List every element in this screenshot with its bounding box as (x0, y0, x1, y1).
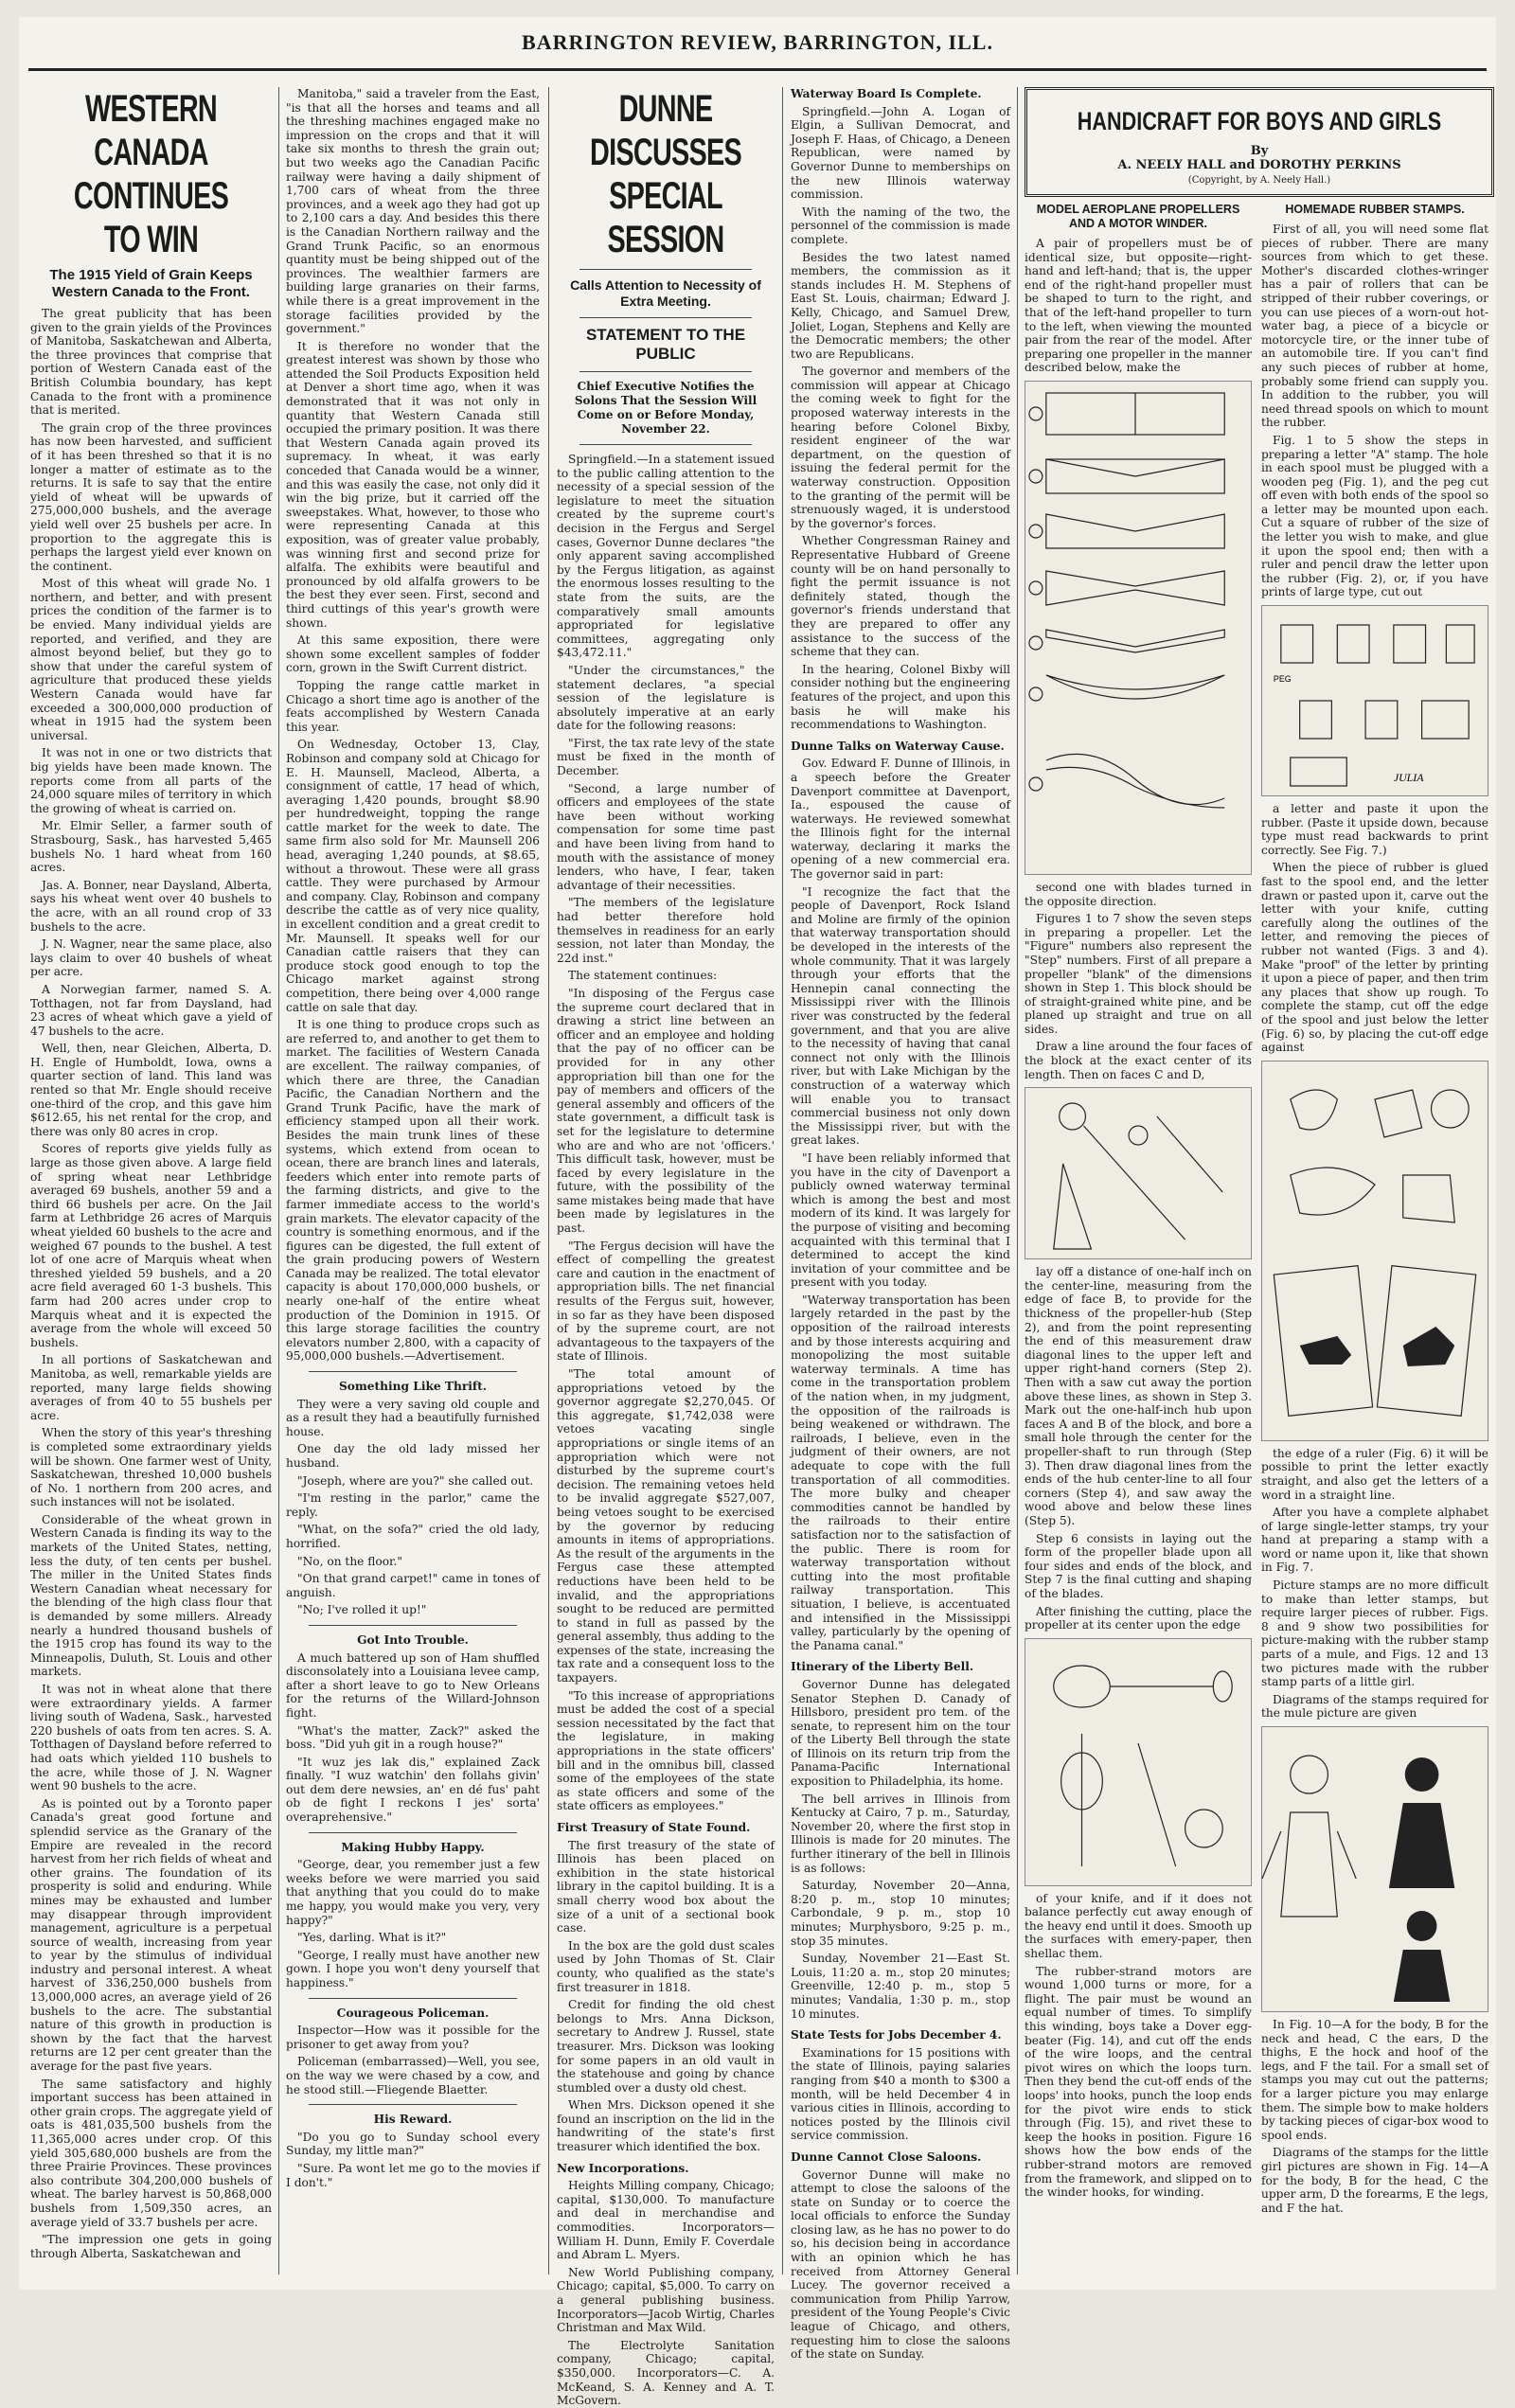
section-title: Itinerary of the Liberty Bell. (791, 1660, 974, 1674)
figure-caption: Diagrams of the stamps for the little girl pictures are shown in Fig. 14—A for the body, B for the head, C the upper arm, D the forearms, E the legs, and F the hat. (1261, 2146, 1488, 2215)
section-body (286, 1398, 540, 1617)
paragraph: When the piece of rubber is glued fast to the spool end, and the letter drawn or pasted upon it, carve out the letter with your knife, cutting carefully along the outlines of the letter, and removing the pieces of rubber not wanted (Figs. 3 and 4). Make "proof" of the letter by printing it upon a piece of paper, and then trim any places that show up rough. To complete the stamp, cut off the edge of the spool and just below the letter (Fig. 6) so, by placing the cut-off edge against (1261, 861, 1488, 1055)
paragraph: "Under the circumstances," the statement declares, "a special session of the legislature is absolutely imperative at an early date for the following reasons: (557, 663, 775, 733)
masthead-rule (28, 68, 1487, 71)
figure-caption: In Fig. 10—A for the body, B for the neck and head, C the ears, D the thighs, E the hock and hoof of the legs, and F the tail. For a small set of stamps you may cut out the patterns; for a larger picture you may enlarge them. The simple bow to make holders by tacking pieces of cigar-box wood to spool ends. (1261, 2018, 1488, 2142)
section-body (791, 2046, 1010, 2143)
paragraph: second one with blades turned in the opposite direction. (1025, 880, 1252, 908)
paragraph: "The Fergus decision will have the effect of compelling the greatest care and caution in the enactment of appropriation bills. The net financial results of the Fergus suit, however, in so far as they have been disposed of by the supreme court, are not advantageous to the taxpayers of the state of Illinois. (557, 1239, 775, 1364)
section-title: First Treasury of State Found. (557, 1821, 751, 1834)
article-body (1025, 1892, 1252, 2200)
paragraph: At this same exposition, there were shown some excellent samples of fodder corn, grown in the Swift Current district. (286, 633, 540, 675)
subhead-dunne: Calls Attention to Necessity of Extra Meeting. (570, 277, 761, 309)
article-body (1261, 1447, 1488, 1721)
paragraph: Manitoba," said a traveler from the East, "is that all the horses and teams and all the threshing machines engaged make no impression on the crops and that it will take six months to thresh the grain out; but two weeks ago the Canadian Pacific railway were having a daily shipment of 1,700 cars of wheat from the three provinces, and a week ago they had got up to 2,100 cars a day. And besides this there is the Canadian Northern railway and the Grand Trunk Pacific, so an enormous quantity must be being shipped out of the provinces. The wealthier farmers are building large granaries on their farms, while there is a great improvement in the storage facilities provided by the government." (286, 87, 540, 336)
egg-beater-winder-illustration (1025, 1639, 1251, 1885)
byline-by: By (1250, 144, 1269, 158)
hub-illustration (1025, 1088, 1251, 1258)
girl-stamp-figure (1261, 1726, 1488, 2012)
paragraph: "What's the matter, Zack?" asked the boss. "Did yuh git in a rough house?" (286, 1723, 540, 1752)
article-body (1261, 223, 1488, 599)
paragraph: The Electrolyte Sanitation company, Chicago; capital, $350,000. Incorporators—C. A. McKeand, S. A. Kenney and A. T. McGovern. (557, 2338, 775, 2408)
article-body (1025, 881, 1252, 1081)
paragraph: The bell arrives in Illinois from Kentucky at Cairo, 7 p. m., Saturday, November 20, where the first stop in Illinois is made for 20 minutes. The further itinerary of the bell in Illinois is as follows: (791, 1792, 1010, 1875)
section-body (791, 2168, 1010, 2362)
hub-figure (1025, 1087, 1252, 1259)
paragraph: Diagrams of the stamps required for the mule picture are given (1261, 1692, 1488, 1721)
paragraph: The great publicity that has been given to the grain yields of the Provinces of Manitoba, Saskatchewan and Alberta, the three provinces that comprise that portion of Western Canada east of the British Columbia boundary, has kept Canada to the front with a prominence that is merited. (30, 307, 272, 418)
paragraph: Fig. 1 to 5 show the steps in preparing a letter "A" stamp. The hole in each spool must be plugged with a wooden peg (Fig. 1), and the peg cut off even with both ends of the spool so a letter may be mounted upon each. Cut a square of rubber of the size of the letter you wish to make, and glue it upon the spool end; then with a ruler and pencil draw the letter upon the rubber (Fig. 2), or, if you have prints of large type, cut out (1261, 433, 1488, 599)
mule-stamp-figure (1261, 1061, 1488, 1441)
column-divider (278, 87, 279, 2274)
section-title: Making Hubby Happy. (341, 1840, 485, 1854)
section-title: Courageous Policeman. (336, 2006, 490, 2020)
paragraph: The first treasury of the state of Illinois has been placed on exhibition in the state historical library in the capitol building. It is a small cherry wood box about the size of a unit of a sectional book case. (557, 1838, 775, 1935)
paragraph: It is one thing to produce crops such as are referred to, and another to get them to market. The facilities of Western Canada are excellent. The railway companies, of which there are three, the Canadian Pacific, the Canadian Northern and the Grand Trunk Pacific, have the mark of efficiency stamped upon all their work. Besides the main trunk lines of these systems, which extend from ocean to ocean, there are branch lines and laterals, feeders which enter into remote parts of the farming districts, and give to the farmer immediate access to the world's grain markets. The elevator capacity of the country is something enormous, and if the figures can be digested, the full extent of the grain producing powers of Western Canada may be realized. The total elevator capacity is about 170,000,000 bushels, or nearly one-half of the entire wheat production of the Dominion in 1915. Of this large storage facilities the country elevators number 2,800, with a capacity of 95,000,000 bushels.—Advertisement. (286, 1018, 540, 1364)
article-body (1025, 1265, 1252, 1632)
paragraph: Whether Congressman Rainey and Representative Hubbard of Greene county will be on hand personally to fight the permit issuance is not definitely stated, though the governor's friends understand that they are prepared to offer any assistance to the success of the scheme that they can. (791, 534, 1010, 659)
headline-western-canada: WESTERN CANADA CONTINUES TO WIN (73, 88, 229, 260)
paragraph: It was not in wheat alone that there were extraordinary yields. A farmer living south of Wadena, Sask., harvested 220 bushels of oats from ten acres. S. A. Totthagen of Daysland before referred to had oats which yielded 110 bushels to the acre, while those of J. N. Wagner went 90 bushels to the acre. (30, 1683, 272, 1793)
subhead-statement: Chief Executive Notifies the Solons That the Session Will Come on or Before Monday, November 22. (574, 380, 758, 436)
paragraph: "George, I really must have another new gown. I hope you won't deny yourself that happiness." (286, 1948, 540, 1989)
headline-statement: STATEMENT TO THE PUBLIC (585, 326, 746, 363)
paragraph: "No, on the floor." (297, 1554, 403, 1568)
article-body (557, 453, 775, 1813)
paragraph: "The total amount of appropriations vetoed by the governor aggregate $2,270,045. Of this aggregate, $1,742,038 were vetoes vacating single appropriations or single items of an appropriation which were not disturbed by the supreme court's decision. The remaining vetoes held to be invalid aggregate $527,007, being vetoes sought to be exercised by the governor by reducing amounts in items of appropriations. As the result of the arguments in the Fergus case these attempted reductions have been held to be invalid, and the appropriations sought to be reduced are permitted to stand in full as passed by the general assembly, thus adding to the expenses of the state, increasing the tax rate and a consequent loss to the taxpayers. (557, 1367, 775, 1686)
figure-label-peg: PEG (1273, 673, 1292, 685)
paragraph: "To this increase of appropriations must be added the cost of a special session necessitated by the fact that the legislature, in making appropriations in the state officers' bill and in the omnibus bill, classed some of the employees of the state as state officers and some of the state officers as employees." (557, 1688, 775, 1813)
paragraph: "Do you go to Sunday school every Sunday, my little man?" (286, 2130, 540, 2158)
column-divider (782, 87, 783, 2274)
section-title: Something Like Thrift. (338, 1380, 488, 1394)
spool-stamp-illustration (1262, 606, 1488, 795)
paragraph: In the box are the gold dust scales used by John Thomas of St. Clair county, who qualified as the state's first treasurer in 1818. (557, 1938, 775, 1994)
paragraph: lay off a distance of one-half inch on the center-line, measuring from the edge of face B, to provide for the thickness of the propeller-hub (Step 2), and from the point representing the end of this measurement draw diagonal lines to the upper left and upper right-hand corners (Step 2). Then with a saw cut away the portion above these lines, as shown in Step 3. Mark out the one-half-inch hub upon faces A and B of the block, and bore a small hole through the center for the propeller-shaft to run through (Step 3). Then draw diagonal lines from the ends of the hub center-line to all four corners (Step 4), and saw away the wood above and below these lines (Step 5). (1025, 1265, 1252, 1527)
figure-label-julia: JULIA (1393, 770, 1424, 785)
paragraph: One day the old lady missed her husband. (286, 1442, 540, 1470)
column-western-canada (30, 87, 272, 2274)
paragraph: Draw a line around the four faces of the block at the exact center of its length. Then on faces C and D, (1025, 1040, 1252, 1081)
paragraph: Mr. Elmir Seller, a farmer south of Strasbourg, Sask., has harvested 5,465 bushels No. 1 hard wheat from 160 acres. (30, 819, 272, 875)
section-body (286, 2024, 540, 2096)
paragraph: A much battered up son of Ham shuffled disconsolately into a Louisiana levee camp, after a short leave to go to New Orleans for the returns of the Willard-Johnson fight. (286, 1650, 540, 1720)
divider (309, 1832, 517, 1833)
paragraph: "The impression one gets in going through Alberta, Saskatchewan and (30, 2233, 272, 2260)
paragraph: With the naming of the two, the personnel of the commission is made complete. (791, 205, 1010, 246)
subhead-western-canada: The 1915 Yield of Grain Keeps Western Canada to the Front. (49, 267, 253, 300)
paragraph: The grain crop of the three provinces has now been harvested, and sufficient of it has been threshed so that it is no longer a matter of estimate as to the returns. It is safe to say that the entire yield of wheat will be upwards of 275,000,000 bushels, and the average yield well over 25 bushels per acre. In proportion to the aggregate this is perhaps the largest yield ever known on the continent. (30, 420, 272, 573)
divider (309, 1371, 517, 1372)
paragraph: A Norwegian farmer, named S. A. Totthagen, not far from Daysland, had 23 acres of wheat which gave a yield of 47 bushels to the acre. (30, 982, 272, 1038)
spool-stamp-figure (1261, 605, 1488, 796)
masthead: BARRINGTON REVIEW, BARRINGTON, ILL. (522, 30, 993, 54)
paragraph: Well, then, near Gleichen, Alberta, D. H. Engle of Humboldt, Iowa, owns a quarter section of land. This land was rented so that Mr. Engle should receive one-third of the crop, and this gave him $612.65, his net rental for the crop, and there was only 80 acres in crop. (30, 1042, 272, 1138)
paragraph: After finishing the cutting, place the propeller at its center upon the edge (1025, 1604, 1252, 1632)
section-title: Waterway Board Is Complete. (791, 87, 982, 100)
divider (309, 1998, 517, 1999)
paragraph: "Joseph, where are you?" she called out. (297, 1473, 534, 1488)
paragraph: "What, on the sofa?" cried the old lady, horrified. (286, 1523, 540, 1550)
paragraph: After you have a complete alphabet of large single-letter stamps, try your hand at preparing a stamp with a word or name upon it, like that shown in Fig. 7. (1261, 1506, 1488, 1575)
paragraph: "On that grand carpet!" came in tones of anguish. (286, 1572, 540, 1599)
paragraph: Picture stamps are no more difficult to make than letter stamps, but require larger pieces of rubber. Figs. 8 and 9 show two possibilities for picture-making with the rubber stamp parts of a mule, and Figs. 12 and 13 two pictures made with the rubber stamp parts of a little girl. (1261, 1579, 1488, 1689)
paragraph: Jas. A. Bonner, near Daysland, Alberta, says his wheat went over 40 bushels to the acre, with an all round crop of 33 bushels to the acre. (30, 878, 272, 934)
byline-authors: A. NEELY HALL and DOROTHY PERKINS (1117, 158, 1401, 172)
newspaper-page (19, 17, 1496, 2408)
paragraph: Topping the range cattle market in Chicago a short time ago is another of the feats accomplished by Western Canada this year. (286, 678, 540, 734)
girl-stamp-illustration (1262, 1727, 1488, 2011)
divider (309, 2104, 517, 2105)
article-body (30, 307, 272, 2260)
paragraph: "I recognize the fact that the people of Davenport, Rock Island and Moline are firmly of the opinion that waterway transportation should be developed in the interests of the whole community. That it was largely through your efforts that the Hennepin canal connecting the Mississippi river with the Illinois river was constructed by the federal government, and that you are alive to the necessity of having that canal connect not only with the Illinois river, but with Lake Michigan by the construction of a waterway which will enable you to transact commercial business not only down the Mississippi river, but with the great lakes. (791, 884, 1010, 1148)
paragraph: "Yes, darling. What is it?" (297, 1931, 447, 1945)
section-body (286, 1651, 540, 1825)
divider (579, 371, 752, 372)
paragraph: "Second, a large number of officers and employees of the state have been without working compensation for some time past and have been living from hand to mouth with the assistance of money lenders, who have, I fear, taken advantage of their necessities. (557, 781, 775, 892)
divider (579, 317, 752, 318)
paragraph: "It wuz jes lak dis," explained Zack finally. "I wuz watchin' den follahs givin' out dem dere newsies, an' en dé fus' paht ob de fight I reckons I jes' sorta' overaprehensive." (286, 1755, 540, 1825)
paragraph: Figures 1 to 7 show the seven steps in preparing a propeller. Let the "Figure" numbers also represent the "Step" numbers. First of all prepare a propeller "blank" of the dimensions shown in Step 1. This block should be of straight-grained white pine, and be planed up straight and true on all sides. (1025, 912, 1252, 1036)
paragraph: Governor Dunne will make no attempt to close the saloons of the state on Sunday or to coerce the local officials to enforce the Sunday closing law, as he has no power to do so, his decision being in accordance with an opinion which he has received from Attorney General Lucey. The governor received a communication from Philip Yarrow, president of the Young People's Civic league of Chicago, and others, requesting him to close the saloons of the state on Sunday. (791, 2167, 1010, 2362)
handicraft-header-box (1025, 87, 1494, 197)
paragraph: It was not in one or two districts that big yields have been made known. The reports come from all parts of the 24,000 square miles of territory in which the growing of wheat is carried on. (30, 746, 272, 815)
section-title: Dunne Cannot Close Saloons. (791, 2149, 982, 2164)
paragraph: The statement continues: (568, 969, 718, 983)
paragraph: "I have been reliably informed that you have in the city of Davenport a publicly owned waterway terminal which is among the best and most modern of its kind. It was largely for the purpose of visiting and becoming acquainted with this terminal that I determined to accept the kind invitation of your committee and be present with you today. (791, 1150, 1010, 1290)
paragraph: Considerable of the wheat grown in Western Canada is finding its way to the markets of the United States, netting, less the duty, of ten cents per bushel. The miller in the United States finds Western Canadian wheat necessary for the blending of the high class flour that is demanded by some millers. Already nearly a hundred thousand bushels of the 1915 crop has found its way to the Minneapolis, Duluth, St. Louis and other markets. (30, 1512, 272, 1679)
article-body (1261, 802, 1488, 1055)
section-title: Got Into Trouble. (357, 1632, 469, 1647)
paragraph: Sunday, November 21—East St. Louis, 11:20 a. m., stop 20 minutes; Greenville, 12:40 p. m., stop 5 minutes; Vandalia, 1:30 p. m., stop 10 minutes. (791, 1952, 1010, 2021)
column-state-news (791, 87, 1010, 2362)
paragraph: First of all, you will need some flat pieces of rubber. There are many sources from which to get these. Mother's discarded clothes-wringer has a pair of rollers that can be stripped of their rubber coverings, or you can use pieces of a worn-out hot-water bag, a piece of a bicycle or motorcycle tire, or the inner tube of an automobile tire. If you can't find any such pieces of rubber at home, probably some friend can supply you. In addition to the rubber, you will need thread spools on which to mount the rubber. (1261, 223, 1488, 430)
handicraft-title: HANDICRAFT FOR BOYS AND GIRLS (1077, 107, 1442, 135)
paragraph: the edge of a ruler (Fig. 6) it will be possible to print the letter exactly straight, and also get the letters of a word in a straight line. (1261, 1446, 1488, 1502)
paragraph: "Sure. Pa wont let me go to the movies if I don't." (286, 2161, 540, 2189)
column-propellers (1025, 203, 1252, 2274)
paragraph: "Waterway transportation has been largely retarded in the past by the opposition of the railroad interests and by those interests acquiring and monopolizing the most suitable waterway terminals. A time has come in the transportation problem of the nation when, in my judgment, the opposition of the railroads is being weakened or withdrawn. The railroads, I believe, even in the judgment of their owners, are not adequate to cope with the full transportation of all commodities. The more bulky and cheaper commodities cannot be handled by the railroads to their entire satisfaction nor to the satisfaction of the public. There is room for waterway transportation without cutting into the most profitable railway transportation. This situation, I believe, is accentuated and intensified in the Mississippi valley, particularly by the opening of the Panama canal." (791, 1293, 1010, 1652)
paragraph: Saturday, November 20—Anna, 8:20 p. m., stop 10 minutes; Carbondale, 9 p. m., stop 10 minutes; Murphysboro, 9:25 p. m., stop 35 minutes. (791, 1879, 1010, 1948)
divider (579, 269, 752, 270)
section-title: His Reward. (373, 2113, 453, 2127)
propeller-steps-illustration (1025, 382, 1251, 874)
column-dunne (557, 87, 775, 2408)
paragraph: Governor Dunne has delegated Senator Stephen D. Canady of Hillsboro, president pro tem. of the senate, to represent him on the tour of the Liberty Bell through the state of Illinois on its return trip from the Panama-Pacific International exposition to Philadelphia, its home. (791, 1677, 1010, 1789)
article-body (286, 87, 540, 1364)
paragraph: Gov. Edward F. Dunne of Illinois, in a speech before the Greater Davenport committee at Davenport, Ia., espoused the cause of waterways. He reviewed somewhat the Illinois fight for the internal waterway, declaring it marks the opening of a new commercial era. The governor said in part: (791, 757, 1010, 882)
paragraph: The same satisfactory and highly important success has been attained in other grain crops. The aggregate yield of oats is 481,035,500 bushels from the 11,365,000 acres under crop. Of this yield 305,680,000 bushels are from the three Prairie Provinces. These provinces also contribute 304,200,000 bushels of wheat. The barley harvest is 50,868,000 bushels from 1,509,350 acres, an average yield of 33.7 bushels per acre. (30, 2077, 272, 2229)
section-body (557, 1839, 775, 2154)
column-divider (548, 87, 549, 2274)
paragraph: Credit for finding the old chest belongs to Mrs. Anna Dickson, secretary to Andrew J. Russel, state treasurer. Mrs. Dickson was looking for some papers in an old vault in the statehouse and going by chance stumbled over a dusty old chest. (557, 1998, 775, 2095)
section-body (286, 2131, 540, 2189)
column-rubber-stamps (1261, 203, 1488, 2274)
paragraph: "I'm resting in the parlor," came the reply. (286, 1491, 540, 1519)
headline-rubber-stamps: HOMEMADE RUBBER STAMPS. (1285, 203, 1465, 216)
paragraph: In the hearing, Colonel Bixby will consider nothing but the engineering features of the project, and upon this basis he will make his recommendations to Washington. (791, 662, 1010, 732)
section-body (286, 1858, 540, 1989)
paragraph: of your knife, and if it does not balance perfectly cut away enough of the heavy end until it does. Smooth up the surfaces with emery-paper, then shellac them. (1025, 1891, 1252, 1961)
propeller-steps-figure (1025, 381, 1252, 875)
paragraph: Step 6 consists in laying out the form of the propeller blade upon all four sides and ends of the block, and Step 7 is the final cutting and shaping of the blades. (1025, 1531, 1252, 1600)
mule-stamp-illustration (1262, 1061, 1488, 1440)
divider (309, 1625, 517, 1626)
paragraph: "The members of the legislature had better therefore hold themselves in readiness for an early session, not later than Monday, the 22d inst." (557, 896, 775, 965)
section-body (791, 1678, 1010, 2021)
paragraph: The rubber-strand motors are wound 1,000 turns or more, for a flight. The pair must be wound an equal number of times. To simplify this winding, boys take a Dover egg-beater (Fig. 14), and cut off the ends of the wire loops, and the central pivot wires on which the loops turn. Then they bend the cut-off ends of the loops' into hooks, punch the loop ends for the pivot wire ends to stick through (Fig. 15), and rivet these to keep the hooks in position. Figure 16 shows how the bow ends of the rubber-strand motors are removed from the framework, and slipped on to the winder hooks, for winding. (1025, 1964, 1252, 2200)
paragraph: When the story of this year's threshing is completed some extraordinary yields will be shown. One farmer west of Unity, Saskatchewan, threshed 10,000 bushels of No. 1 northern from 200 acres, and such instances will not be isolated. (30, 1426, 272, 1509)
paragraph: A pair of propellers must be of identical size, but opposite—right-hand and left-hand; that is, the upper end of the right-hand propeller must be shaped to turn to the right, and that of the left-hand propeller to turn to the left, when viewing the mounted pair from the rear of the model. After preparing one propeller in the manner described below, make the (1025, 237, 1252, 375)
paragraph: a letter and paste it upon the rubber. (Paste it upside down, because type must read backwards to print correctly. See Fig. 7.) (1261, 802, 1488, 857)
headline-dunne: DUNNE DISCUSSES SPECIAL SESSION (590, 88, 741, 260)
paragraph: As is pointed out by a Toronto paper Canada's great good fortune and splendid service as the Granary of the Empire are revealed in the record harvest from her rich fields of wheat and other grains. The foundation of its prosperity is solid and enduring. While mines may be exhausted and lumber may disappear through improvident management, agriculture is a perpetual source of wealth, increasing from year to year by the stimulus of individual industry and personal interest. A wheat harvest of 336,250,000 bushels from 13,000,000 acres, an average yield of 26 bushels to the acre. The substantial nature of this growth in production is shown by the fact that the harvest returns are 12 per cent greater than the average for the past five years. (30, 1796, 272, 2074)
paragraph: When Mrs. Dickson opened it she found an inscription on the lid in the handwriting of the state's first treasurer which identified the box. (557, 2098, 775, 2154)
column-continuation (286, 87, 540, 2274)
paragraph: Scores of reports give yields fully as large as those given above. A large field of spring wheat near Lethbridge averaged 69 bushels, another 59 and a third 66 bushels per acre. On the Jail farm at Lethbridge 26 acres of Marquis wheat yielded 60 bushels to the acre and weighed 67 pounds to the bushel. A test lot of one acre of Marquis wheat when threshed yielded 59 bushels, and a 20 acre field averaged 60 1-3 bushels. This farm had 200 acres under crop to Marquis wheat and it is expected the average from the whole will exceed 50 bushels. (30, 1142, 272, 1349)
paragraph: "First, the tax rate levy of the state must be fixed in the month of December. (557, 736, 775, 778)
paragraph: New World Publishing company, Chicago; capital, $5,000. To carry on a general publishing business. Incorporators—Jacob Wirtig, Charles Christman and Max Wild. (557, 2265, 775, 2335)
section-body (557, 2179, 775, 2408)
paragraph: Policeman (embarrassed)—Well, you see, on the way we were chased by a cow, and he stood still.—Fliegende Blaetter. (286, 2055, 540, 2096)
section-body (791, 757, 1010, 1652)
paragraph: Springfield.—In a statement issued to the public calling attention to the necessity of a special session of the legislature to meet the situation created by the supreme court's decision in the Fergus and Sergel cases, Governor Dunne declares "the only apparent saving accomplished by the Fergus litigation, as against the enormous losses resulting to the state from the suits, are the comparatively small amounts appropriated for legislative committees, aggregating only $43,472.11." (557, 453, 775, 660)
paragraph: In all portions of Saskatchewan and Manitoba, as well, remarkable yields are reported, many large fields showing averages of from 40 to 55 bushels per acre. (30, 1353, 272, 1422)
divider (579, 444, 752, 445)
paragraph: They were a very saving old couple and as a result they had a beautifully furnished house. (286, 1397, 540, 1438)
paragraph: Examinations for 15 positions with the state of Illinois, paying salaries ranging from $40 a month to $300 a month, will be held December 4 in various cities in Illinois, according to notices posted by the Illinois civil service commission. (791, 2045, 1010, 2143)
paragraph: Springfield.—John A. Logan of Elgin, a Sullivan Democrat, and Joseph F. Haas, of Chicago, a Deneen Republican, were named by Governor Dunne to memberships on the new Illinois waterway commission. (791, 104, 1010, 202)
column-divider (1017, 87, 1018, 2274)
paragraph: On Wednesday, October 13, Clay, Robinson and company sold at Chicago for E. H. Maunsell, Macleod, Alberta, a consignment of cattle, 17 head of which, averaging 1,420 pounds, brought $8.90 per hundredweight, topping the range cattle market for the week to date. The same firm also sold for Mr. Maunsell 206 head, averaging 1,240 pounds, at $8.65, without a throwout. These were all grass cattle. They were purchased by Armour and company. Clay, Robinson and company describe the cattle as of very nice quality, in excellent condition and a great credit to Mr. Maunsell. It speaks well for our Canadian cattle raisers that they can produce stock good enough to top the Chicago market against strong competition, there being over 4,000 range cattle on sale that day. (286, 738, 540, 1014)
section-title: Dunne Talks on Waterway Cause. (791, 739, 1005, 753)
paragraph: It is therefore no wonder that the greatest interest was shown by those who attended the Soil Products Exposition held at Denver a short time ago, when it was demonstrated that it was not only in quantity that Western Canada still occupied the primary position. It was there that Western Canada again proved its supremacy. In wheat, it was early conceded that Canada would be a winner, and this was easily the case, not only did it win the big prize, but it carried off the sweepstakes. What, however, to those who were representing Canada at this exposition, was of greater value probably, was winning first and second prize for alfalfa. The exhibits were beautiful and pronounced by old alfalfa growers to be the best they ever seen. First, second and third cuttings of this year's growth were shown. (286, 339, 540, 630)
paragraph: The governor and members of the commission will appear at Chicago the coming week to fight for the proposed waterway interests in the hearing before Colonel Bixby, resident engineer of the war department, on the question of issuing the federal permit for the waterway construction. Opposition to the granting of the permit will be strenuously waged, it is understood by the governor's forces. (791, 365, 1010, 530)
winder-figure (1025, 1638, 1252, 1886)
headline-propellers: MODEL AEROPLANE PROPELLERS AND A MOTOR WINDER. (1036, 203, 1240, 230)
paragraph: "In disposing of the Fergus case the supreme court declared that in drawing a strict line between an officer and an employee and holding that the pay of no officer can be provided for in any other appropriation bill than one for the pay of members and officers of the general assembly and officers of the state government, a difficult task is set for the legislature to determine who are and who are not 'officers.' This difficult task, however, must be faced by every legislature in the future, with the possibility of the same mistakes being made that have been made by legislatures in the past. (557, 986, 775, 1236)
paragraph: Besides the two latest named members, the commission as it stands includes H. M. Stephens of East St. Louis, chairman; Edward J. Kelly, Chicago, and Samuel Drew, Joliet, Logan, Stephens and Kelly are the Democratic members; the other two are Republicans. (791, 250, 1010, 361)
section-title: State Tests for Jobs December 4. (791, 2028, 1002, 2042)
section-body (791, 105, 1010, 732)
paragraph: "No; I've rolled it up!" (297, 1603, 427, 1617)
paragraph: J. N. Wagner, near the same place, also lays claim to over 40 bushels of wheat per acre. (30, 937, 272, 979)
section-title: New Incorporations. (557, 2161, 689, 2175)
paragraph: Most of this wheat will grade No. 1 northern, and better, and with present prices the condition of the farmer is to be envied. Many individual yields are reported, and verified, and they are almost beyond belief, but they go to show that under the careful system of agriculture that produced these yields Western Canada would have far exceeded a 300,000,000 production of wheat in 1915 had the system been universal. (30, 577, 272, 742)
copyright-line: (Copyright, by A. Neely Hall.) (1187, 175, 1331, 186)
paragraph: Heights Milling company, Chicago; capital, $130,000. To manufacture and deal in merchandise and commodities. Incorporators—William H. Dunn, Emily F. Coverdale and Abram L. Myers. (557, 2179, 775, 2262)
paragraph: Inspector—How was it possible for the prisoner to get away from you? (286, 2024, 540, 2051)
paragraph: "George, dear, you remember just a few weeks before we were married you said that anything that you could do to make me happy, you would make you very, very happy?" (286, 1858, 540, 1927)
